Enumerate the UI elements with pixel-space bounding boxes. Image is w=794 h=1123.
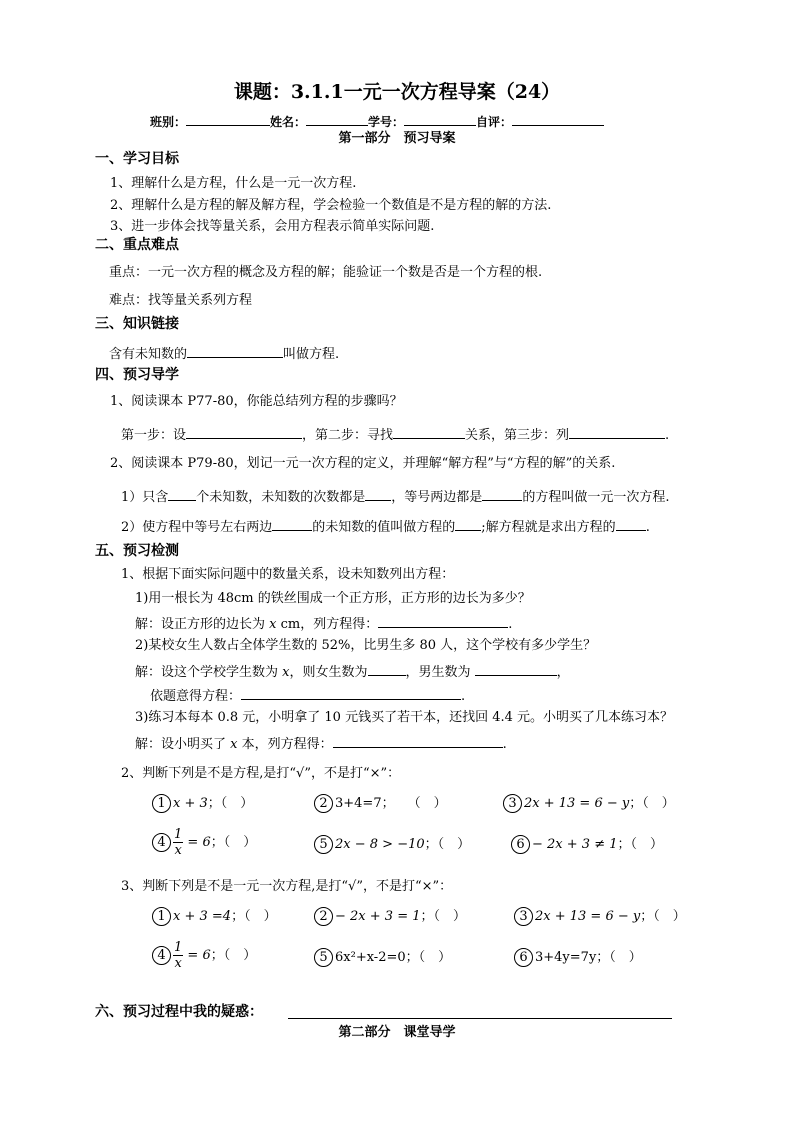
answer-paren[interactable]: ；（ ）: [210, 835, 257, 850]
preview-question-1: 1、阅读课本 P77-80，你能总结列方程的步骤吗？: [110, 394, 403, 409]
answer-paren[interactable]: ； （ ）: [381, 796, 447, 811]
answer-paren[interactable]: ；（ ）: [629, 796, 675, 811]
answer-blank[interactable]: [616, 517, 646, 531]
answer-paren[interactable]: ；（ ）: [231, 909, 277, 924]
problem-1-solution: 解：设正方形的边长为 x cm，列方程得： .: [135, 614, 512, 633]
section-key-heading: 二、重点难点: [95, 237, 179, 253]
fraction: $\frac{1}{x}$: [174, 827, 183, 858]
judge-item: 5 2x − 8 > −10；（ ）: [314, 835, 470, 854]
answer-paren[interactable]: ；（ ）: [640, 909, 686, 924]
steps-line: 第一步：设 ，第二步：寻找 关系，第三步：列 .: [121, 425, 669, 444]
section-check-heading: 五、预习检测: [95, 543, 179, 559]
judge-item: 4 $\frac{1}{x}$ = 6；（ ）: [152, 828, 256, 857]
goal-item: 1、理解什么是方程，什么是一元一次方程.: [110, 176, 357, 191]
student-info-line: [150, 112, 604, 129]
problem-3: 3)练习本每本 0.8 元，小明拿了 10 元钱买了若干本，还找回 4.4 元。小明买了几本练习本？: [135, 710, 674, 725]
answer-blank[interactable]: [482, 487, 522, 501]
page-title: 课题：3.1.1一元一次方程导案（24）: [233, 81, 561, 103]
section-knowledge-heading: 三、知识链接: [95, 316, 179, 332]
answer-blank[interactable]: [569, 425, 665, 439]
name-label: 姓名：: [270, 115, 307, 129]
section-goals-heading: 一、学习目标: [95, 151, 179, 167]
doubts-blank[interactable]: [288, 1018, 672, 1019]
class-blank[interactable]: [186, 112, 270, 126]
judge-item: 3 2x + 13 = 6 − y；（ ）: [503, 794, 675, 813]
check-question-3: 3、判断下列是不是一元一次方程,是打“√”，不是打“×”：: [121, 879, 453, 894]
judge-item: 4 $\frac{1}{x}$ = 6；（ ）: [152, 941, 256, 970]
name-blank[interactable]: [306, 112, 368, 126]
goal-item: 3、进一步体会找等量关系，会用方程表示简单实际问题.: [110, 219, 435, 234]
number-blank[interactable]: [404, 112, 476, 126]
answer-blank[interactable]: [272, 517, 312, 531]
answer-blank[interactable]: [475, 662, 557, 676]
problem-2-equation: 依题意得方程： .: [150, 686, 465, 705]
class-label: 班别：: [150, 115, 187, 129]
knowledge-line: 含有未知数的 叫做方程.: [109, 344, 339, 363]
check-question-2: 2、判断下列是不是方程,是打“√”，不是打“×”：: [121, 766, 401, 781]
judge-item: 5 6x²+x-2=0；（ ）: [314, 948, 451, 967]
answer-paren[interactable]: ；（ ）: [210, 948, 257, 963]
fraction: $\frac{1}{x}$: [174, 940, 183, 971]
solution-definition-line: 2）使方程中等号左右两边 的未知数的值叫做方程的 ;解方程就是求出方程的 .: [121, 517, 650, 536]
answer-blank[interactable]: [368, 662, 406, 676]
answer-blank[interactable]: [365, 487, 391, 501]
answer-blank[interactable]: [186, 425, 302, 439]
problem-1: 1)用一根长为 48cm 的铁丝围成一个正方形，正方形的边长为多少？: [135, 591, 531, 606]
part-two-heading: 第二部分 课堂导学: [338, 1025, 456, 1040]
key-point: 重点：一元一次方程的概念及方程的解；能验证一个数是否是一个方程的根.: [109, 265, 543, 280]
answer-paren[interactable]: ；（ ）: [405, 950, 452, 965]
judge-item: 1 x + 3；（ ）: [152, 794, 253, 813]
eval-blank[interactable]: [512, 112, 604, 126]
problem-3-solution: 解：设小明买了 x 本，列方程得： .: [135, 734, 507, 753]
judge-item: 6 3+4y=7y；（ ）: [514, 948, 642, 967]
eval-label: 自评：: [476, 115, 513, 129]
answer-blank[interactable]: [333, 734, 503, 748]
judge-item: 2 − 2x + 3 = 1；（ ）: [314, 907, 466, 926]
judge-item: 2 3+4=7； （ ）: [314, 794, 447, 813]
problem-2-solution: 解：设这个学校学生数为 x，则女生数为 ，男生数为 ，: [135, 662, 570, 681]
answer-paren[interactable]: ；（ ）: [596, 950, 642, 965]
number-label: 学号：: [368, 115, 405, 129]
judge-item: 6 − 2x + 3 ≠ 1；（ ）: [511, 835, 663, 854]
answer-blank[interactable]: [393, 425, 465, 439]
judge-item: 1 x + 3 =4；（ ）: [152, 907, 277, 926]
part-one-heading: 第一部分 预习导案: [338, 131, 456, 146]
answer-blank[interactable]: [378, 614, 508, 628]
judge-item: 3 2x + 13 = 6 − y；（ ）: [514, 907, 686, 926]
difficult-point: 难点：找等量关系列方程: [109, 293, 253, 308]
preview-question-2: 2、阅读课本 P79-80，划记一元一次方程的定义，并理解“解方程”与“方程的解”的关系.: [110, 456, 616, 471]
answer-blank[interactable]: [241, 686, 461, 700]
answer-paren[interactable]: ；（ ）: [424, 837, 471, 852]
section-preview-heading: 四、预习导学: [95, 367, 179, 383]
definition-line: 1）只含 个未知数，未知数的次数都是 ，等号两边都是 的方程叫做一元一次方程.: [121, 487, 669, 506]
answer-paren[interactable]: ；（ ）: [617, 837, 663, 852]
answer-blank[interactable]: [455, 517, 481, 531]
answer-blank[interactable]: [168, 487, 196, 501]
check-question-1: 1、根据下面实际问题中的数量关系，设未知数列出方程：: [121, 567, 455, 582]
answer-paren[interactable]: ；（ ）: [420, 909, 466, 924]
problem-2: 2)某校女生人数占全体学生数的 52%，比男生多 80 人，这个学校有多少学生？: [135, 638, 597, 653]
answer-paren[interactable]: ；（ ）: [207, 796, 254, 811]
section-doubts-heading: 六、预习过程中我的疑惑：: [95, 1004, 263, 1020]
goal-item: 2、理解什么是方程的解及解方程，学会检验一个数值是不是方程的解的方法.: [110, 198, 552, 213]
answer-blank[interactable]: [187, 344, 283, 358]
